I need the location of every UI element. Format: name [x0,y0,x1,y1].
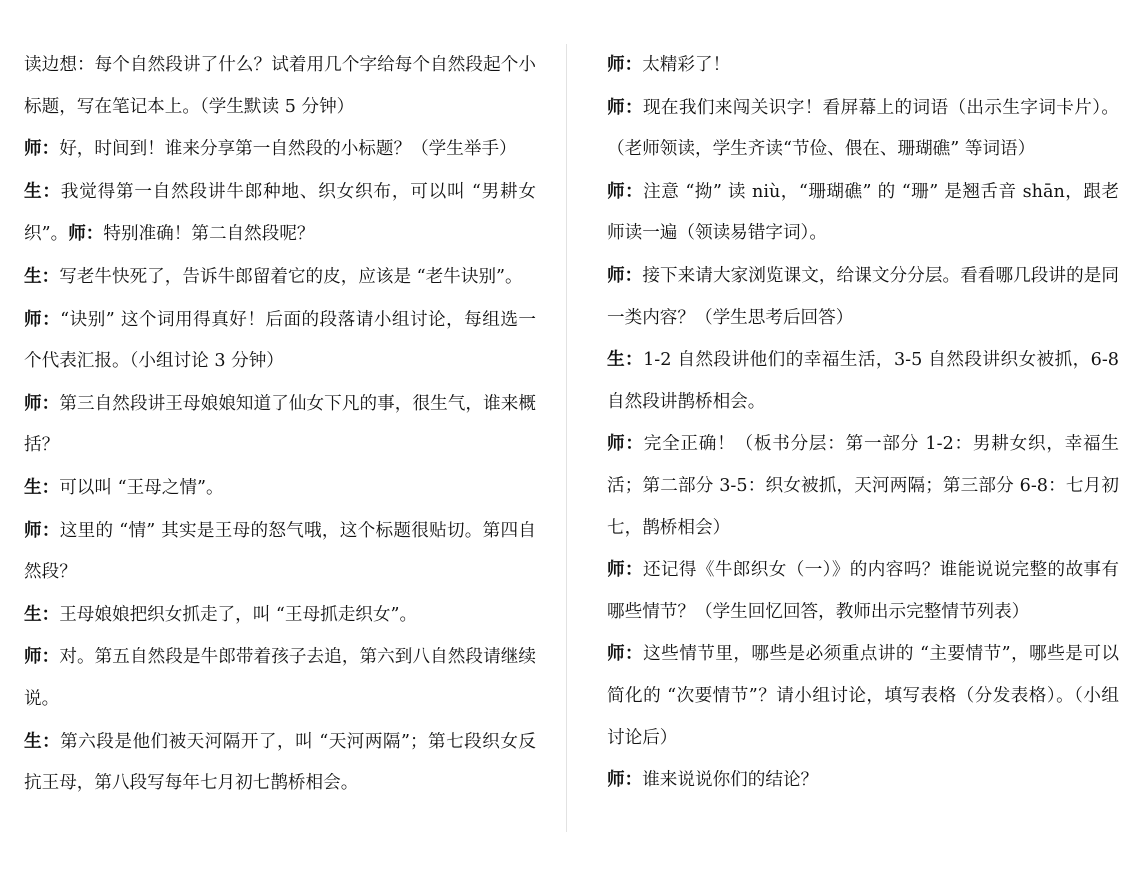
dialogue-text: 对。第五自然段是牛郎带着孩子去追，第六到八自然段请继续说。 [24,647,536,709]
speaker-label: 师： [607,264,643,286]
left-column [24,44,536,805]
dialogue-text: 可以叫 “王母之情”。 [59,477,224,498]
speaker-label: 师： [607,559,643,581]
dialogue-text: 接下来请大家浏览课文，给课文分分层。看看哪几段讲的是同一类内容？（学生思考后回答） [607,265,1119,328]
paragraph [607,87,1119,171]
dialogue-text: 第三自然段讲王母娘娘知道了仙女下凡的事，很生气，谁来概括？ [24,393,536,456]
dialogue-text: 好，时间到！谁来分享第一自然段的小标题？（学生举手） [59,139,517,160]
paragraph [607,171,1119,255]
speaker-label: 师： [607,433,644,455]
speaker-label: 师： [607,180,644,202]
paragraph [607,255,1119,339]
speaker-label: 师： [607,643,644,665]
dialogue-text: 谁来说说你们的结论？ [642,770,819,791]
speaker-label: 师： [68,223,104,245]
dialogue-text: 注意 “拗” 读 niù，“珊瑚礁” 的 “珊” 是翘舌音 shān，跟老师读一遍（领读易错字词）。 [607,181,1119,244]
speaker-label: 生： [607,349,644,371]
speaker-label: 师： [607,96,643,118]
speaker-label: 师： [607,54,643,75]
dialogue-text: 王母娘娘把织女抓走了，叫 “王母抓走织女”。 [59,604,418,625]
paragraph [24,44,536,128]
dialogue-text: 这里的 “情” 其实是王母的怒气哦，这个标题很贴切。第四自然段？ [24,520,536,583]
speaker-label: 生： [24,476,60,498]
dialogue-text: 写老牛快死了，告诉牛郎留着它的皮，应该是 “老牛诀别”。 [59,266,523,287]
speaker-label: 师： [24,138,60,160]
paragraph [24,510,536,594]
dialogue-text: 第六段是他们被天河隔开了，叫 “天河两隔”；第七段织女反抗王母，第八段写每年七月初七鹊桥相会。 [24,731,536,794]
dialogue-text: 太精彩了！ [642,55,731,75]
dialogue-text: 读边想：每个自然段讲了什么？试着用几个字给每个自然段起个小标题，写在笔记本上。（学生默读 5 分钟） [24,55,536,117]
dialogue-text: 我觉得第一自然段讲牛郎种地、织女织布，可以叫 “男耕女织”。 [24,181,536,245]
speaker-label: 生： [24,730,61,752]
speaker-label: 师： [24,392,60,414]
dialogue-text: 还记得《牛郎织女（一）》的内容吗？谁能说说完整的故事有哪些情节？（学生回忆回答，教师出示完整情节列表） [607,560,1119,622]
speaker-label: 生： [24,603,60,625]
dialogue-text: 完全正确！（板书分层：第一部分 1-2：男耕女织，幸福生活；第二部分 3-5：织女被抓，天河两隔；第三部分 6-8：七月初七，鹊桥相会） [607,434,1119,538]
paragraph [24,721,536,805]
dialogue-text: 1-2 自然段讲他们的幸福生活，3-5 自然段讲织女被抓，6-8 自然段讲鹊桥相会。 [607,350,1119,412]
speaker-label: 师： [24,519,60,541]
paragraph [607,633,1119,759]
paragraph [24,383,536,467]
speaker-label: 师： [24,308,61,330]
paragraph [607,549,1119,633]
paragraph [24,171,536,256]
paragraph [607,423,1119,549]
paragraph [24,299,536,383]
paragraph [24,256,536,299]
dialogue-text: 特别准确！第二自然段呢？ [103,224,315,245]
speaker-label: 师： [607,769,643,791]
paragraph [607,759,1119,802]
paragraph [607,339,1119,423]
speaker-label: 师： [24,646,60,668]
paragraph [24,467,536,510]
column-divider [566,44,567,832]
speaker-label: 生： [24,180,61,202]
dialogue-text: “诀别” 这个词用得真好！后面的段落请小组讨论，每组选一个代表汇报。（小组讨论 3 分钟） [24,309,536,372]
paragraph [24,636,536,720]
paragraph [24,594,536,637]
paragraph [607,44,1119,87]
dialogue-text: 这些情节里，哪些是必须重点讲的 “主要情节”，哪些是可以简化的 “次要情节”？请小组讨论，填写表格（分发表格）。（小组讨论后） [607,644,1119,748]
speaker-label: 生： [24,265,60,287]
right-column [607,44,1119,802]
dialogue-text: 现在我们来闯关识字！看屏幕上的词语（出示生字词卡片）。（老师领读，学生齐读“节俭、偎在、珊瑚礁” 等词语） [607,97,1119,160]
paragraph [24,128,536,171]
